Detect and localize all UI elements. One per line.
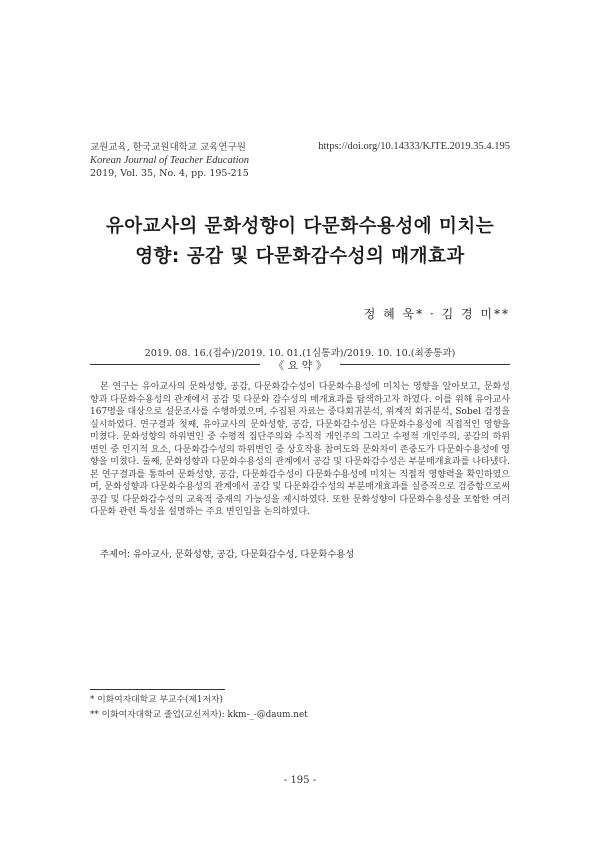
volume-line: 2019, Vol. 35, No. 4, pp. 195-215 — [90, 168, 249, 179]
abstract-text: 본 연구는 유아교사의 문화성향, 공감, 다문화감수성이 다문화수용성에 미치는 영향을 알아보고, 문화성향과 다문화수용성의 관계에서 공감 및 다문화 감수성의 매개효과를 탐색하고자 하였다. 이를 위해 유아교사 167명을 대상으로 설문조사를 수행하였으며, 수집된 자료는 중다회귀분석, 위계적 회귀분석, Sobel 검정을 실시하였다. 연구결과 첫째, 유아교사의 문화성향, 공감, 다문화감수성은 다문화수용성에 직접적인 영향을 미쳤다. 문화성향의 하위변인 중 수평적 집단주의와 수직적 개인주의 그리고 수평적 개인주의, 공감의 하위변인 중 인지적 요소, 다문화감수성의 하위변인 중 상호작용 참여도와 문화차이 존중도가 다문화수용성에 영향을 미쳤다. 둘째, 문화성향과 다문화수용성의 관계에서 공감 및 다문화감수성은 부분매개효과를 나타냈다. 본 연구결과를 통하여 문화성향, 공감, 다문화감수성이 다문화수용성에 미치는 직접적 영향력을 확인하였으며, 문화성향과 다문화수용성의 관계에서 공감 및 다문화감수성의 부분매개효과를 실증적으로 검증함으로써 공감 및 다문화감수성의 교육적 중재의 가능성을 제시하였다. 또한 문화성향이 다문화수용성을 포함한 여러 다문화 관련 특성을 설명하는 주요 변인임을 논의하였다. — [90, 382, 510, 517]
footnote-divider — [90, 689, 225, 690]
footnote-first-author: * 이화여자대학교 부교수(제1저자) — [90, 695, 223, 705]
summary-rule-left — [90, 364, 260, 365]
summary-rule-right — [340, 364, 510, 365]
page-number: - 195 - — [283, 775, 317, 786]
keywords-label: 주제어: — [100, 549, 131, 560]
summary-heading — [90, 357, 510, 373]
title-line-1: 유아교사의 문화성향이 다문화수용성에 미치는 — [105, 216, 495, 237]
paper-title — [70, 212, 530, 272]
title-line-2: 영향: 공감 및 다문화감수성의 매개효과 — [135, 246, 465, 267]
keywords-text: 유아교사, 문화성향, 공감, 다문화감수성, 다문화수용성 — [133, 549, 355, 560]
doi-link[interactable]: https://doi.org/10.14333/KJTE.2019.35.4.195 — [318, 141, 510, 152]
summary-label: 《 요 약 》 — [273, 359, 327, 372]
review-dates: 2019. 08. 16.(접수)/2019. 10. 01.(1심통과)/2019. 10. 10.(최종통과) — [144, 348, 456, 359]
author-list: 정 혜 욱* · 김 경 미** — [363, 307, 510, 321]
journal-name: Korean Journal of Teacher Education — [90, 155, 250, 166]
publisher-line: 교원교육, 한국교원대학교 교육연구원 — [90, 142, 246, 153]
journal-header — [90, 141, 249, 180]
keywords-line — [100, 546, 354, 560]
footnote-corresponding-author: ** 이화여자대학교 졸업(교신저자): kkm-_-@daum.net — [90, 710, 308, 720]
